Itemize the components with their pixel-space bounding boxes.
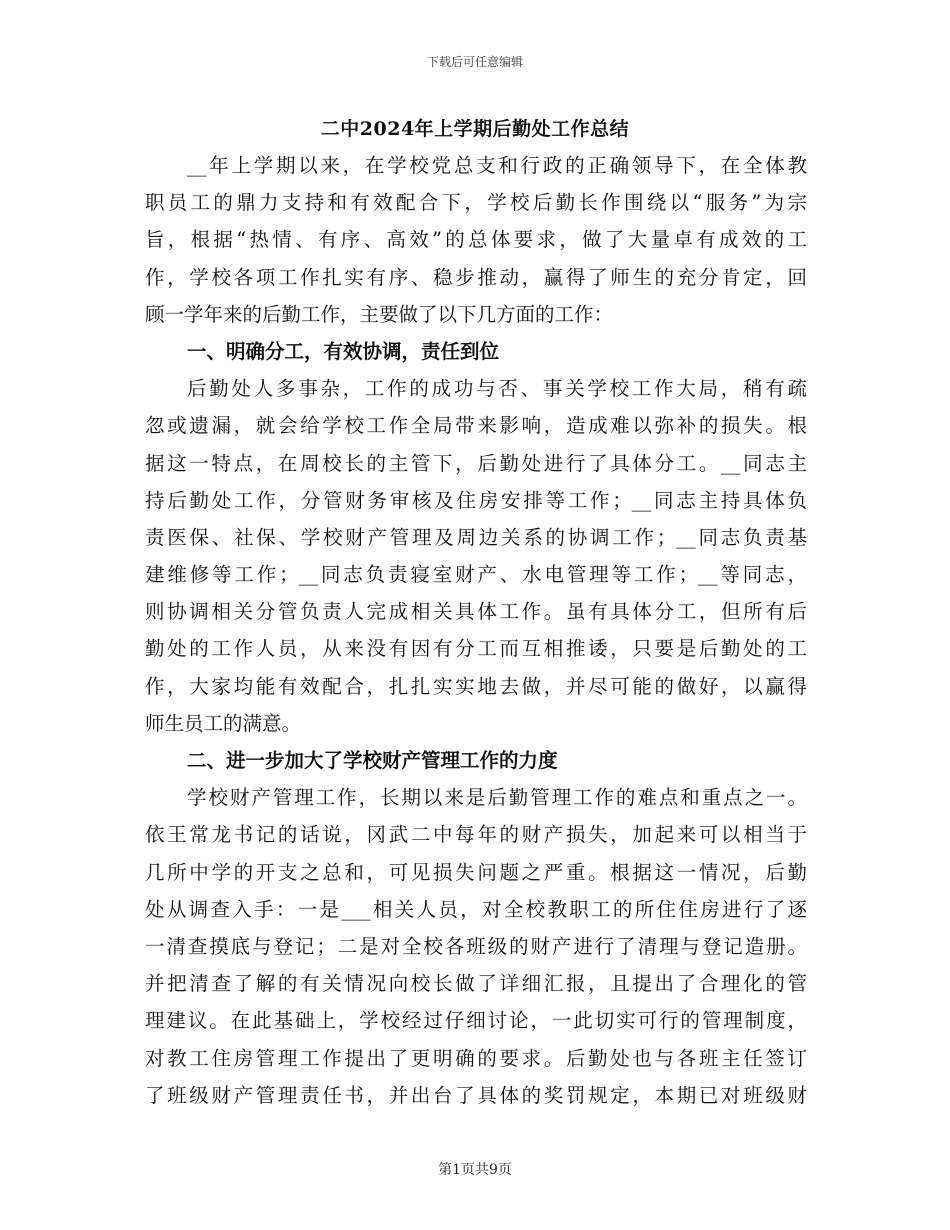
- body-line: 学校财产管理工作，长期以来是后勤管理工作的难点和重点之一。: [187, 786, 807, 810]
- document-title: 二中2024年上学期后勤处工作总结: [320, 118, 630, 140]
- section-heading-2: 二、进一步加大了学校财产管理工作的力度: [187, 749, 558, 772]
- body-line: 忽或遗漏，就会给学校工作全局带来影响，造成难以弥补的损失。根: [145, 414, 807, 438]
- body-line: 理建议。在此基础上，学校经过仔细讨论，一此切实可行的管理制度，: [145, 1009, 807, 1033]
- body-line: 依王常龙书记的话说，冈武二中每年的财产损失，加起来可以相当于: [145, 823, 807, 847]
- body-line: 师生员工的满意。: [145, 711, 302, 735]
- body-line: 持后勤处工作，分管财务审核及住房安排等工作；__同志主持具体负: [145, 488, 807, 512]
- body-line: 建维修等工作；__同志负责寝室财产、水电管理等工作；__等同志，: [145, 563, 807, 587]
- body-line: 对教工住房管理工作提出了更明确的要求。后勤处也与各班主任签订: [145, 1046, 807, 1070]
- body-line: 几所中学的开支之总和，可见损失问题之严重。根据这一情况，后勤: [145, 860, 807, 884]
- document-body: [145, 147, 807, 1114]
- body-line: 作，大家均能有效配合，扎扎实实地去做，并尽可能的做好，以赢得: [145, 674, 807, 698]
- body-line: 据这一特点，在周校长的主管下，后勤处进行了具体分工。__同志主: [145, 451, 807, 475]
- header-note: 下载后可任意编辑: [426, 55, 523, 69]
- body-line: 职员工的鼎力支持和有效配合下，学校后勤长作围绕以“服务”为宗: [145, 191, 807, 215]
- body-line: 后勤处人多事杂，工作的成功与否、事关学校工作大局，稍有疏: [187, 377, 807, 401]
- body-line: 了班级财产管理责任书，并出台了具体的奖罚规定，本期已对班级财: [145, 1083, 807, 1107]
- body-line: 并把清查了解的有关情况向校长做了详细汇报，且提出了合理化的管: [145, 972, 807, 996]
- body-line: 顾一学年来的后勤工作，主要做了以下几方面的工作：: [145, 302, 614, 326]
- body-line: 一清查摸底与登记；二是对全校各班级的财产进行了清理与登记造册。: [145, 934, 807, 958]
- body-line: 作，学校各项工作扎实有序、稳步推动，赢得了师生的充分肯定，回: [145, 265, 807, 289]
- page-footer: 第1页共9页: [438, 1162, 512, 1178]
- section-heading-1: 一、明确分工，有效协调，责任到位: [187, 339, 500, 363]
- body-line: 责医保、社保、学校财产管理及周边关系的协调工作；__同志负责基: [145, 525, 807, 549]
- body-line: 处从调查入手：一是___相关人员，对全校教职工的所住住房进行了逐: [145, 897, 807, 921]
- body-line: 勤处的工作人员，从来没有因有分工而互相推诿，只要是后勤处的工: [145, 637, 807, 661]
- body-line: 旨，根据“热情、有序、高效”的总体要求，做了大量卓有成效的工: [145, 228, 807, 252]
- body-line: __年上学期以来，在学校党总支和行政的正确领导下，在全体教: [187, 154, 807, 177]
- body-line: 则协调相关分管负责人完成相关具体工作。虽有具体分工，但所有后: [145, 600, 807, 624]
